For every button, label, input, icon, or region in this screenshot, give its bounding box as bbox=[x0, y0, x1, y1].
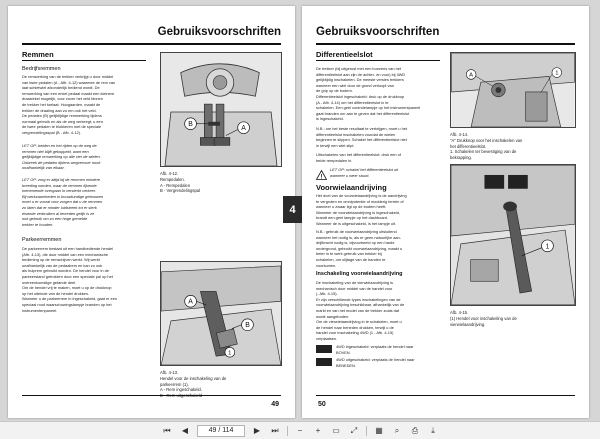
running-head: Gebruiksvoorschriften bbox=[157, 26, 281, 38]
print-icon[interactable]: ⎙ bbox=[411, 425, 419, 435]
note-line: ondergrond, gebruikt voorwielaandrijving, maakt u bbox=[316, 245, 403, 251]
body-line: (Afb. 4-13), die door middel van een mechanische bbox=[22, 251, 109, 257]
4wd-engaged-icon bbox=[316, 345, 332, 353]
caption-line: "A" Drukknop voor het inschakelen van bbox=[450, 137, 523, 143]
body-line: Wanneer de is uitgeschakeld, is het lampje uit. bbox=[316, 220, 397, 226]
svg-text:1: 1 bbox=[228, 350, 232, 357]
page-49 bbox=[8, 6, 295, 418]
figure-4-14-diff-lock-button bbox=[450, 52, 576, 128]
body-line: handel voor inschakeling 4WD (1 - Afb. 4-15) bbox=[316, 330, 394, 336]
body-line: de trekker het toelaat. Hoogaarden, maakt de bbox=[22, 101, 101, 107]
body-line: wanneer u zwaar ligt op de bodem heeft. bbox=[316, 204, 387, 210]
legend-4wd-disengaged bbox=[336, 357, 440, 368]
body-line: als hulprem gebruikt worden. De hendel voor in de bbox=[22, 268, 109, 274]
body-line: Het doel van de voorwielaandrijving is de aandrijving bbox=[316, 193, 407, 198]
body-line: gelijktijdig inschakelen. De meeste versies trekkers bbox=[316, 77, 404, 83]
warning-line: zo laten dat er minder luidstreek tot er sterk bbox=[22, 204, 97, 210]
body-line: brandt een geel lampje op het dashboard. bbox=[316, 215, 389, 221]
caption-line: Afb. 4-12. bbox=[160, 171, 179, 176]
body-line: Om de hendel vrij te maken, moet u op de drukknop bbox=[22, 285, 112, 291]
body-line: de hendel naar beneden drukken, terwijl u de bbox=[316, 324, 394, 330]
warning-line: moet u er vooral voor zorgen dat u de remmen bbox=[22, 199, 103, 205]
caption-line: Afb. 4-15. bbox=[450, 310, 469, 315]
diff-lock-illustration bbox=[451, 53, 575, 127]
body-line: gaat branden om aan te geven dat het differentieelslot bbox=[316, 110, 410, 116]
section-title: Remmen bbox=[22, 50, 54, 59]
header-rule bbox=[316, 43, 575, 45]
body-line: Uitschakelen van het differentieelslot: druk een of bbox=[316, 152, 401, 157]
body-line: De pedalen (B) gelijktijdige remwerking tijdens bbox=[22, 113, 102, 119]
parking-brake-illustration bbox=[161, 262, 281, 365]
body-text-parkeerremmen bbox=[22, 246, 146, 313]
body-line: De trekker (bij uitgerust met een bunzens van het bbox=[316, 66, 401, 71]
caption-line: parkeerrem (1). bbox=[160, 381, 189, 387]
section-title-differentieelslot: Differentieelslot bbox=[316, 50, 373, 59]
body-line: De remwerking van de trekker verkrijgt u door middel bbox=[22, 74, 114, 79]
body-line: wanneer een wiel door de grond verloopt van bbox=[316, 82, 394, 88]
body-line: parkeerstand getrokken door een speciale pal op het bbox=[22, 273, 113, 279]
body-line: De inschakeling van de vierwielaandrijving is bbox=[316, 280, 393, 285]
zoom-in-icon[interactable]: + bbox=[315, 426, 321, 435]
warning-line: breeding worden, waar de remmen lijkende bbox=[22, 182, 97, 188]
body-text-differentieelslot bbox=[316, 66, 440, 122]
body-line: mechanisch door middel van de handel voor bbox=[316, 285, 393, 291]
body-line: is ingeschakeld. bbox=[316, 116, 344, 122]
footer-rule bbox=[22, 395, 281, 396]
body-line: wordt aangeboden. bbox=[316, 313, 350, 319]
caption-line: A - Rempedalen bbox=[160, 182, 191, 188]
subhead-bedrijfsremmen: Bedrijfsremmen bbox=[22, 66, 61, 72]
body-line: voorwielaandrijving beschikbaar, afhankelijk van de bbox=[316, 302, 405, 308]
svg-text:!: ! bbox=[320, 174, 323, 180]
warning-line: Bij werkzaamheden in bouwkundige gebouwen bbox=[22, 193, 104, 199]
subhead-parkeerremmen: Parkeerremmen bbox=[22, 237, 62, 243]
page-indicator[interactable]: 49 / 114 bbox=[197, 425, 245, 437]
body-line: Om de vierwielaandrijving in te schakelen, moet u bbox=[316, 319, 402, 325]
body-line: de twee pedalen te blokkeren met de speciale bbox=[22, 124, 102, 130]
caption-line: vierwielaandrijving. bbox=[450, 321, 486, 327]
body-line: beide rempedalen in. bbox=[316, 157, 353, 163]
legend-line: BOVEN. bbox=[336, 349, 351, 355]
warning-line: LET OP: zorg er altijd bij de remmen mindere bbox=[22, 177, 101, 182]
caption-line: B - Vergrendelingspal bbox=[160, 188, 201, 194]
warning-line: trekker te houden. bbox=[22, 221, 54, 227]
body-line: van twee pedalen (A - Afb. 4-12) waarmee de rem van bbox=[22, 79, 116, 85]
section-rule bbox=[22, 60, 146, 61]
section-title-voorwielaandrijving: Voorwielaandrijving bbox=[316, 183, 387, 192]
body-line: overeenkomstige getande deel. bbox=[22, 279, 77, 285]
previous-page-icon[interactable]: ◀ bbox=[181, 426, 189, 435]
body-line: (A - Afb. 4-14) om het differentieelslot in te bbox=[316, 99, 389, 105]
zoom-out-icon[interactable]: − bbox=[297, 426, 303, 435]
body-line: laat schietwiel afzonderlijk bediend wordt. De bbox=[22, 85, 100, 91]
caption-line: Afb. 4-14. bbox=[450, 132, 469, 137]
caption-line: Rempedalen. bbox=[160, 176, 185, 182]
body-text-bedrijfsremmen bbox=[22, 74, 146, 136]
note-line: beter in te werk gebruik van trekker bij bbox=[316, 251, 382, 257]
fit-page-icon[interactable]: ▭ bbox=[332, 426, 340, 435]
page-number: 50 bbox=[318, 401, 326, 408]
body-line: Er zijn verschillende types inschakelingen van de bbox=[316, 296, 401, 302]
figure-4-12-caption bbox=[160, 171, 282, 194]
header-rule bbox=[22, 43, 281, 45]
body-line: (- Afb. 4-15). bbox=[316, 291, 338, 297]
warning-icon bbox=[316, 167, 327, 180]
first-page-icon[interactable]: ⏮ bbox=[163, 425, 171, 435]
svg-text:1: 1 bbox=[545, 243, 550, 251]
note-line: schakelen, om slijtage van de banden te bbox=[316, 256, 386, 262]
4wd-lever-illustration bbox=[451, 165, 575, 305]
body-line: draaicirkel mogelijk, voor zover het veld binnen bbox=[22, 96, 103, 102]
body-line: verplaatsen. bbox=[316, 335, 338, 341]
note-differentieelslot bbox=[316, 126, 440, 148]
body-line: op het uiteinde van de hendel drukken. bbox=[22, 290, 90, 296]
note-line: differentieelslot inschakelen voordat de wielen bbox=[316, 131, 396, 137]
body-line: bediening op de remschijven werkt. Wij werkt bbox=[22, 257, 100, 263]
running-head: Gebruiksvoorschriften bbox=[316, 26, 440, 38]
fullscreen-icon[interactable]: ⤢ bbox=[350, 425, 358, 435]
legend-line: 4WD uitgeschakeld: verplaats de hendel naar bbox=[336, 357, 415, 362]
body-line: normaal gebruik en als de weg verkeegt; u een bbox=[22, 118, 103, 124]
note-line: beginnen te slippen. Schakel het differentieelslot niet bbox=[316, 137, 407, 143]
warning-line: toenemende overgaan in versterkt verkeer. bbox=[22, 188, 97, 194]
brake-pedals-illustration bbox=[161, 53, 281, 166]
figure-4-15-4wd-lever bbox=[450, 164, 576, 306]
legend-line: BENEDEN. bbox=[336, 362, 356, 368]
body-text-inschakeling bbox=[316, 280, 440, 342]
body-line: remwerking van een enkel pedaal maakt een kleinere bbox=[22, 90, 115, 96]
note-line: wanneer het nodig is, als er geen natuurlijke aan- bbox=[316, 234, 401, 240]
warning-differentieelslot bbox=[330, 167, 440, 178]
thumbnails-icon[interactable]: ▦ bbox=[375, 426, 383, 435]
figure-4-14-caption bbox=[450, 132, 576, 161]
caption-line: (1) Hendel voor inschakeling van de bbox=[450, 315, 517, 321]
note-line: voorkomen. bbox=[316, 262, 337, 268]
warning-line: ook gebruik om zo een hoge gemelde bbox=[22, 216, 88, 222]
page-50 bbox=[302, 6, 589, 418]
body-line: onafhankelijk van de pedaalrem en kan zo ook bbox=[22, 262, 103, 268]
section-rule bbox=[316, 60, 440, 61]
svg-text:B: B bbox=[188, 121, 193, 129]
legend-4wd-engaged bbox=[336, 344, 440, 355]
figure-4-12-brake-pedals bbox=[160, 52, 282, 167]
svg-text:A: A bbox=[469, 72, 474, 79]
svg-text:A: A bbox=[188, 298, 193, 306]
download-icon[interactable]: ⤓ bbox=[431, 425, 435, 435]
warning-line: gelijktijdige remwerking op alle vier de wielen. bbox=[22, 154, 101, 160]
subhead-inschakeling: Inschakeling voorwielaandrijving bbox=[316, 271, 403, 277]
warning-line: eisende verbruiken al tevreden gelijk is ze bbox=[22, 210, 95, 216]
body-line: schakelen. Een geel controlelampje op het instrumentpaneel bbox=[316, 105, 421, 111]
svg-text:1: 1 bbox=[555, 70, 559, 77]
note-line: N.B.: gebruik de voorwielaandrijving uitsluitend bbox=[316, 229, 397, 234]
viewer-toolbar bbox=[0, 421, 600, 439]
chapter-tab: 4 bbox=[283, 196, 302, 223]
toolbar-divider bbox=[366, 426, 367, 436]
body-line: differentieelslot aan zijn de achter- en voor) bij 4WD bbox=[316, 71, 406, 77]
note-line: N.B.: om het beste resultaat te verkrijgen, moet u het bbox=[316, 126, 408, 131]
svg-text:B: B bbox=[245, 322, 250, 330]
caption-line: 1. Schakelen ter bevestiging van de bbox=[450, 149, 517, 155]
body-line: instrumentenpaneel. bbox=[22, 307, 58, 313]
body-line: Differentieelslot ingeschakeld: druk op de drukknop bbox=[316, 93, 405, 99]
footer-rule bbox=[316, 395, 575, 396]
caption-line: het differentieelslot. bbox=[450, 143, 487, 149]
body-line: trekker de draaiing aan zo em ook het veld. bbox=[22, 107, 97, 113]
note-voorwielaandrijving bbox=[316, 229, 440, 268]
warning-line: remmen niet blijft gekoppeld, want een bbox=[22, 148, 89, 154]
body-line: de grip op de bodem. bbox=[316, 88, 353, 94]
search-icon[interactable]: ⌕ bbox=[394, 425, 400, 435]
caption-line: bekrapping. bbox=[450, 155, 472, 161]
toolbar-divider bbox=[287, 426, 288, 436]
figure-4-15-caption bbox=[450, 310, 576, 327]
warning-line: Onbreek de pedalen tijdens wegvervoer nooit bbox=[22, 159, 101, 165]
caption-line: Afb. 4-13. bbox=[160, 370, 179, 375]
body-text-voorwielaandrijving bbox=[316, 193, 440, 227]
body-line: te vergroten en omnipotentie of modderig terrein of bbox=[316, 198, 404, 204]
warning-1 bbox=[22, 143, 146, 171]
svg-text:A: A bbox=[241, 125, 246, 133]
figure-4-13-parking-brake bbox=[160, 261, 282, 366]
body-line: De parkeerrem bestaat uit een handbediende hendel bbox=[22, 246, 114, 251]
body-line: Wanneer de voorwielaandrijving is ingeschakeld, bbox=[316, 209, 400, 215]
4wd-disengaged-icon bbox=[316, 358, 332, 366]
note-line: in terwijl een wiel slipt. bbox=[316, 142, 355, 148]
caption-line: Hendel voor de inschakeling van de bbox=[160, 375, 227, 381]
warning-line: LET OP: schakel het differentieelslot uit bbox=[330, 167, 399, 172]
body-line: vergrendelingsspal (B - Afb. 4-12). bbox=[22, 129, 82, 135]
page-number: 49 bbox=[271, 401, 279, 408]
warning-line: LET OP: beiden en het rijden op de weg de bbox=[22, 143, 97, 148]
body-text-uitschakelen bbox=[316, 152, 440, 163]
caption-line: A - Rem ingeschakeld. bbox=[160, 387, 202, 393]
legend-line: 4WD ingeschakeld: verplaats de hendel naar bbox=[336, 344, 414, 349]
next-page-icon[interactable]: ▶ bbox=[253, 426, 261, 435]
body-line: speciaal rood waarschuwingslampje branden op het bbox=[22, 301, 112, 307]
warning-line: onafhankelijk van elkaar. bbox=[22, 165, 65, 171]
warning-2 bbox=[22, 177, 146, 227]
body-line: markt en van het model van de trekker zoals dat bbox=[316, 307, 400, 313]
note-line: drijfkracht nodig is, bijvoorbeeld op een harde bbox=[316, 240, 395, 246]
body-line: Wanneer u de parkeerrem in ingeschakeld, gaat er een bbox=[22, 296, 118, 302]
warning-line: wanneer u weer stuurt. bbox=[330, 172, 370, 178]
last-page-icon[interactable]: ⏭ bbox=[271, 425, 279, 435]
